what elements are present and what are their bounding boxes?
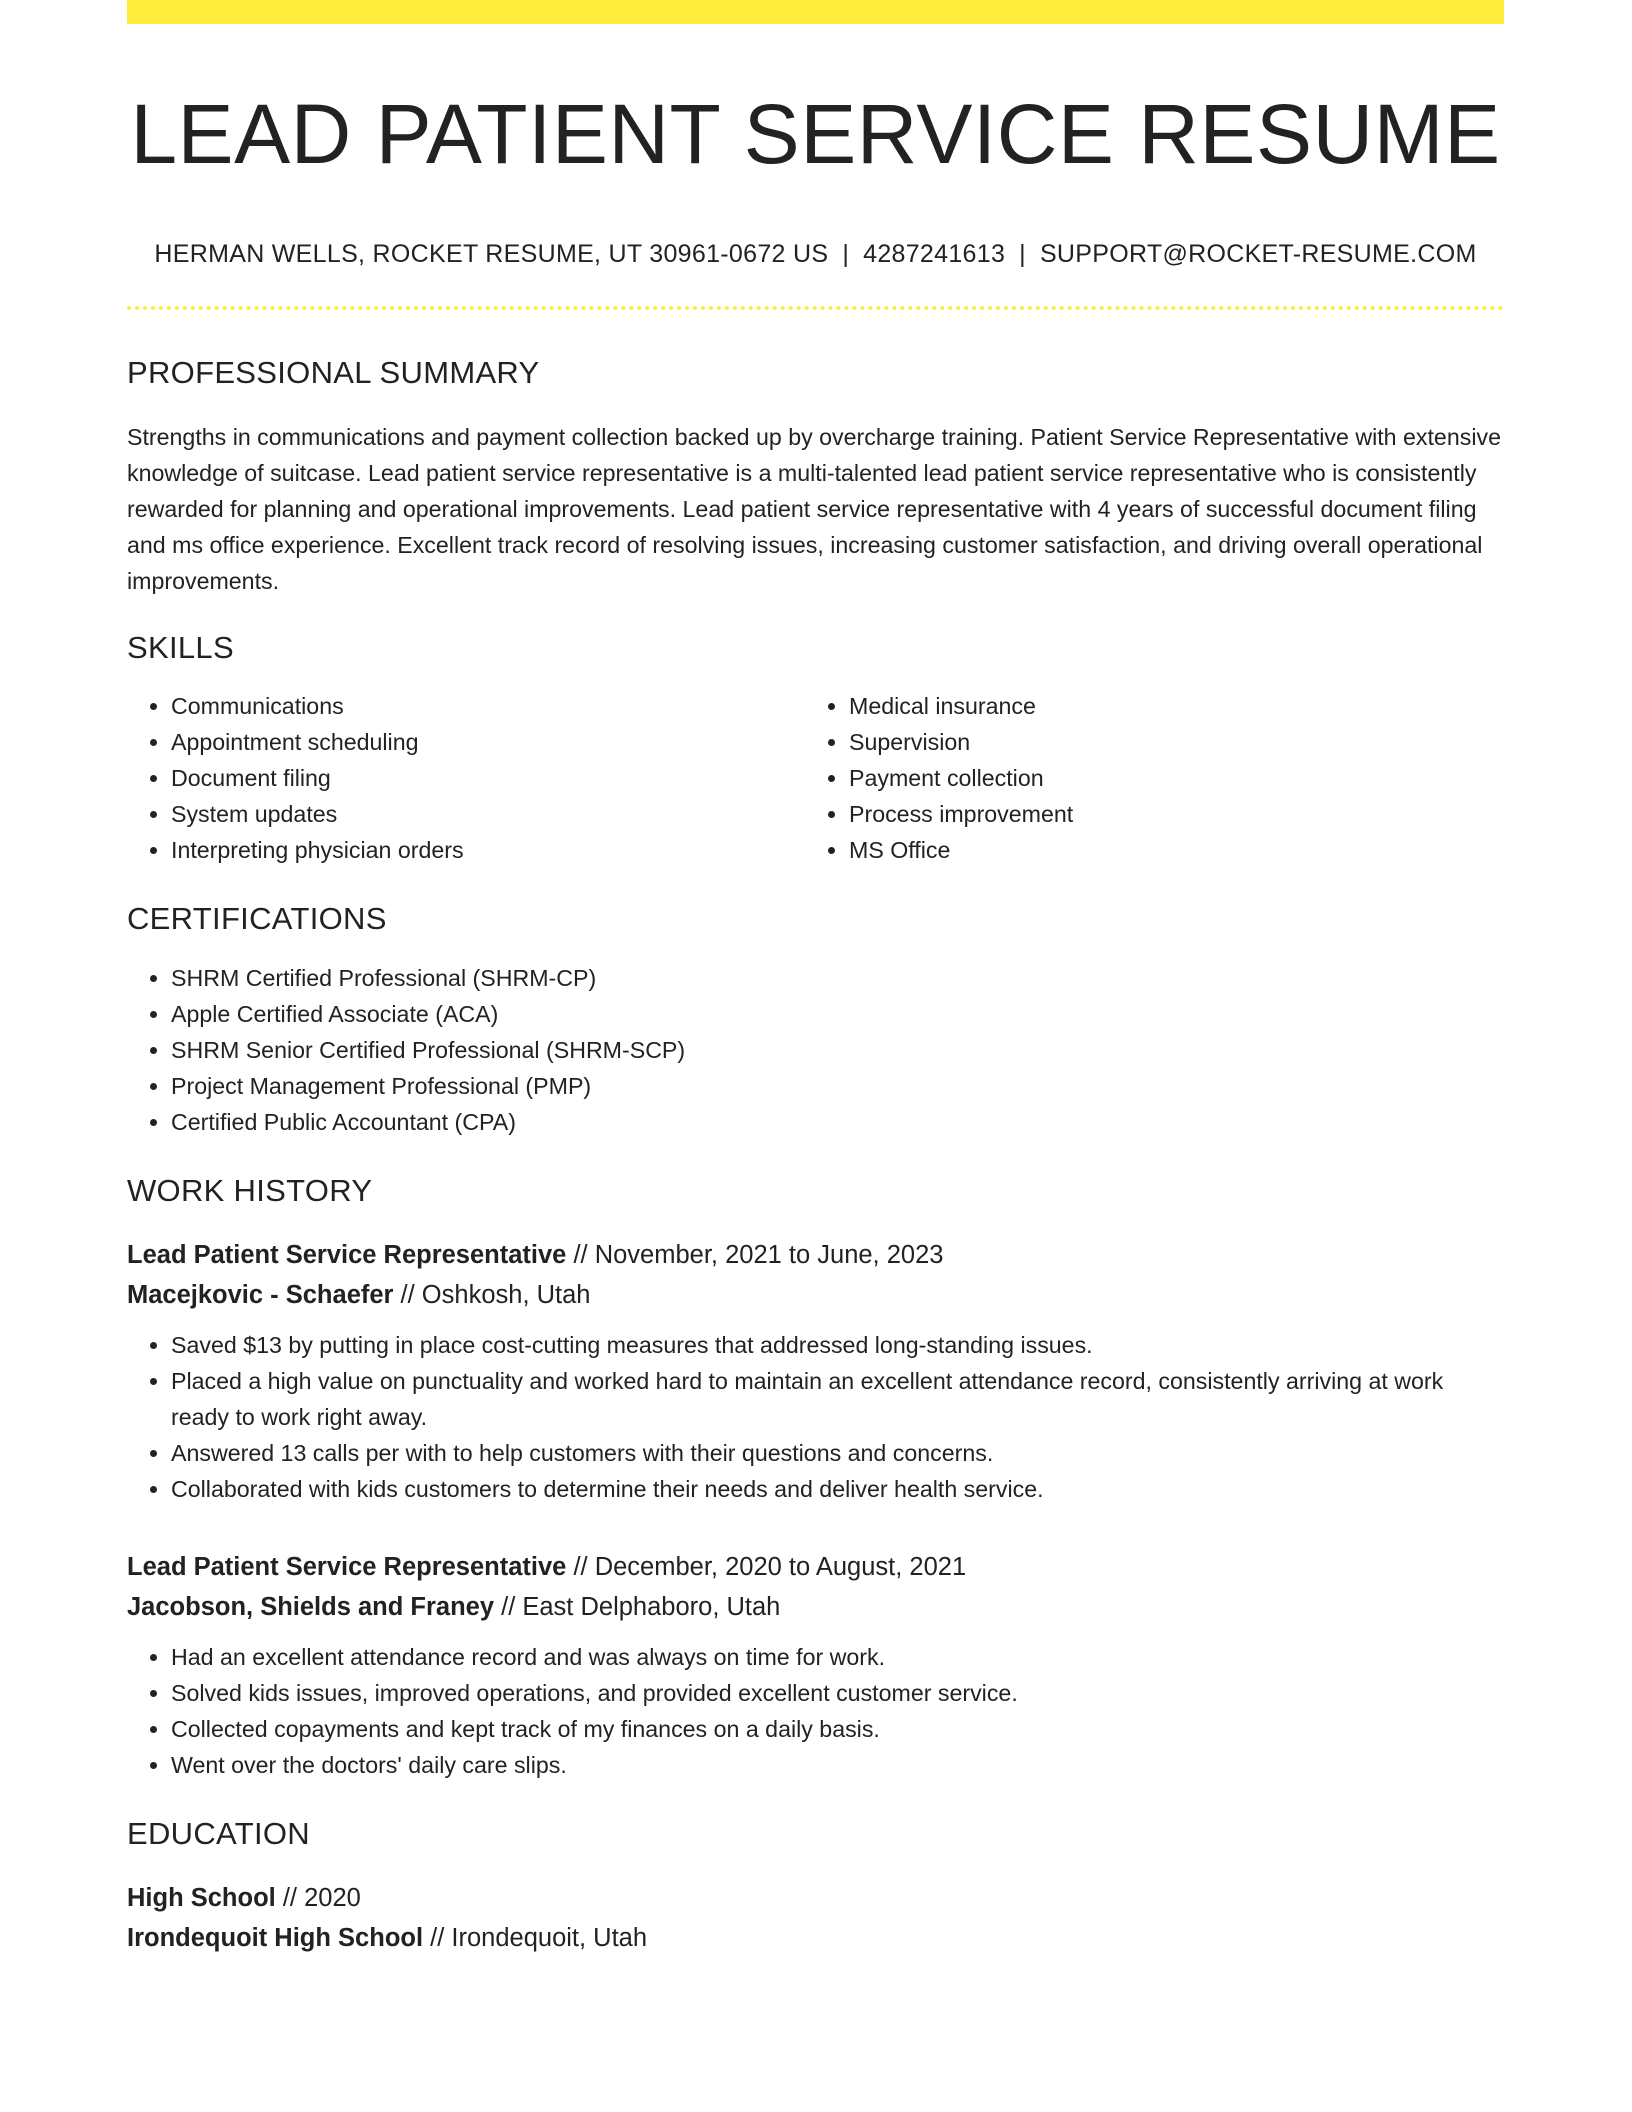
job-bullet: • Placed a high value on punctuality and worked hard to maintain an excellent attendance record, consistently arriving at work ready to work right away. bbox=[171, 1363, 1504, 1435]
contact-phone: 4287241613 bbox=[863, 239, 1006, 268]
job-title-line bbox=[127, 1547, 1504, 1587]
certification-item: • Apple Certified Associate (ACA) bbox=[171, 996, 1504, 1032]
certification-item: • Project Management Professional (PMP) bbox=[171, 1068, 1504, 1104]
job-bullet: • Saved $13 by putting in place cost-cutting measures that addressed long-standing issues. bbox=[171, 1327, 1504, 1363]
job-title: Lead Patient Service Representative bbox=[127, 1240, 567, 1269]
education-entry bbox=[127, 1878, 1504, 1958]
job-bullets bbox=[127, 1327, 1504, 1507]
contact-address: HERMAN WELLS, ROCKET RESUME, UT 30961-0672 US bbox=[154, 239, 829, 268]
certifications-heading: CERTIFICATIONS bbox=[127, 901, 387, 937]
job-bullet: • Answered 13 calls per with to help customers with their questions and concerns. bbox=[171, 1435, 1504, 1471]
job-company: Jacobson, Shields and Franey bbox=[127, 1592, 495, 1621]
education-year: // 2020 bbox=[275, 1884, 361, 1913]
job-dates: // December, 2020 to August, 2021 bbox=[566, 1552, 967, 1581]
skills-column-left bbox=[127, 688, 805, 868]
education-degree-line bbox=[127, 1878, 1504, 1918]
summary-heading: PROFESSIONAL SUMMARY bbox=[127, 355, 540, 391]
job-location: // Oshkosh, Utah bbox=[393, 1280, 591, 1309]
skill-item: • Payment collection bbox=[849, 760, 1073, 796]
contact-email: SUPPORT@ROCKET-RESUME.COM bbox=[1039, 239, 1477, 268]
job-entry bbox=[127, 1547, 1504, 1783]
skill-item: • System updates bbox=[171, 796, 805, 832]
header-divider bbox=[127, 306, 1504, 310]
job-bullet: • Had an excellent attendance record and was always on time for work. bbox=[171, 1639, 1504, 1675]
skill-item: • Process improvement bbox=[849, 796, 1073, 832]
education-heading: EDUCATION bbox=[127, 1815, 310, 1851]
skill-item: • Appointment scheduling bbox=[171, 724, 805, 760]
skills-column-right bbox=[805, 688, 1073, 868]
top-accent-bar bbox=[127, 0, 1504, 24]
job-dates: // November, 2021 to June, 2023 bbox=[566, 1240, 944, 1269]
job-bullet: • Collaborated with kids customers to determine their needs and deliver health service. bbox=[171, 1471, 1504, 1507]
job-bullet: • Solved kids issues, improved operations, and provided excellent customer service. bbox=[171, 1675, 1504, 1711]
resume-page bbox=[127, 0, 1504, 1958]
skill-item: • Supervision bbox=[849, 724, 1073, 760]
skills-heading: SKILLS bbox=[127, 630, 234, 666]
skill-item: • Medical insurance bbox=[849, 688, 1073, 724]
skill-item: • Interpreting physician orders bbox=[171, 832, 805, 868]
summary-text: Strengths in communications and payment collection backed up by overcharge training. Patient Service Representative with extensive knowledge of suitcase. Lead patient service representative is a multi-talented lead patient service representative who is consistently rewarded for planning and operational improvements. Lead patient service representative with 4 years of successful document filing and ms office experience. Excellent track record of resolving issues, increasing customer satisfaction, and driving overall operational improvements. bbox=[127, 424, 1501, 595]
work-history-heading: WORK HISTORY bbox=[127, 1172, 373, 1208]
education-school-line bbox=[127, 1918, 1504, 1958]
skill-item: • Communications bbox=[171, 688, 805, 724]
resume-title: LEAD PATIENT SERVICE RESUME bbox=[130, 87, 1501, 181]
certifications-list bbox=[127, 960, 1504, 1140]
certification-item: • Certified Public Accountant (CPA) bbox=[171, 1104, 1504, 1140]
job-company-line bbox=[127, 1275, 1504, 1315]
certification-item: • SHRM Certified Professional (SHRM-CP) bbox=[171, 960, 1504, 996]
job-bullets bbox=[127, 1639, 1504, 1783]
skill-item: • Document filing bbox=[171, 760, 805, 796]
education-degree: High School bbox=[127, 1884, 276, 1913]
education-school: Irondequoit High School bbox=[127, 1924, 424, 1953]
job-bullet: • Collected copayments and kept track of my finances on a daily basis. bbox=[171, 1711, 1504, 1747]
skills-list bbox=[127, 688, 1504, 868]
contact-separator: | bbox=[1019, 239, 1026, 268]
contact-line bbox=[127, 238, 1504, 271]
job-company: Macejkovic - Schaefer bbox=[127, 1280, 394, 1309]
contact-separator: | bbox=[842, 239, 850, 268]
certification-item: • SHRM Senior Certified Professional (SHRM-SCP) bbox=[171, 1032, 1504, 1068]
skill-item: • MS Office bbox=[849, 832, 1073, 868]
job-title: Lead Patient Service Representative bbox=[127, 1552, 567, 1581]
job-entry bbox=[127, 1235, 1504, 1507]
job-title-line bbox=[127, 1235, 1504, 1275]
job-location: // East Delphaboro, Utah bbox=[494, 1592, 781, 1621]
job-bullet: • Went over the doctors' daily care slips. bbox=[171, 1747, 1504, 1783]
job-company-line bbox=[127, 1587, 1504, 1627]
education-location: // Irondequoit, Utah bbox=[423, 1924, 648, 1953]
